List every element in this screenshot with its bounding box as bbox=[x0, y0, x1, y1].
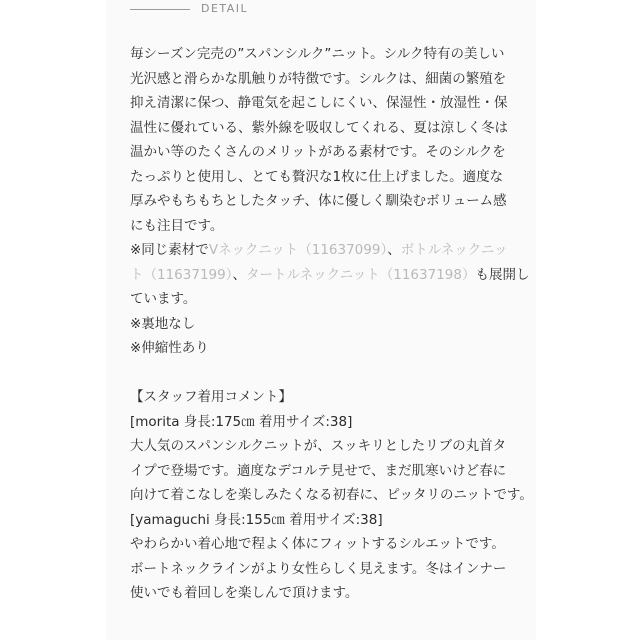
header-divider bbox=[130, 9, 190, 10]
description-line: 毎シーズン完売の”スパンシルク”ニット。シルク特有の美しい bbox=[130, 46, 505, 62]
link-v-neck-knit[interactable]: Vネックニット（11637099） bbox=[208, 242, 388, 258]
description-line: 光沢感と滑らかな肌触りが特徴です。シルクは、細菌の繁殖を bbox=[130, 70, 507, 87]
staff-comment-line: 向けて着こなしを楽しみたくなる初春に、ピッタリのニットです。 bbox=[130, 487, 533, 503]
staff-meta: [morita 身長:175㎝ 着用サイズ:38] bbox=[130, 413, 353, 430]
related-suffix: も展開し bbox=[475, 266, 530, 283]
link-turtle-neck-knit[interactable]: タートルネックニット（11637198） bbox=[245, 266, 476, 283]
description-line: 温性に優れている、紫外線を吸収してくれる、夏は涼しく冬は bbox=[130, 119, 508, 136]
spacer bbox=[130, 361, 514, 386]
description-line: 温かい等のたくさんのメリットがある素材です。そのシルクを bbox=[130, 144, 506, 160]
staff-comment-heading: 【スタッフ着用コメント】 bbox=[130, 389, 292, 405]
related-prefix: ※同じ素材で bbox=[130, 242, 209, 258]
note-line: ※伸縮性あり bbox=[130, 340, 209, 356]
staff-meta: [yamaguchi 身長:155㎝ 着用サイズ:38] bbox=[130, 511, 383, 528]
staff-comment-line: ボートネックラインがより女性らしく見えます。冬はインナー bbox=[130, 560, 507, 577]
link-bottle-neck-knit[interactable]: ボトルネックニッ bbox=[400, 242, 508, 258]
section-title: DETAIL bbox=[201, 2, 249, 15]
related-items-line: ています。 bbox=[130, 291, 197, 307]
separator: 、 bbox=[232, 266, 246, 283]
note-line: ※裏地なし bbox=[130, 315, 196, 332]
staff-comment-line: イプで登場です。適度なデコルテ見せで、まだ肌寒いけど春に bbox=[130, 462, 507, 479]
staff-comment-line: 大人気のスパンシルクニットが、スッキリとしたリブの丸首タ bbox=[130, 438, 507, 454]
link-bottle-neck-knit-cont[interactable]: ト（11637199） bbox=[130, 266, 233, 283]
separator: 、 bbox=[387, 242, 401, 258]
description-line: たっぷりと使用し、とても贅沢な1枚に仕上げました。適度な bbox=[130, 168, 504, 185]
related-items-line bbox=[130, 238, 514, 263]
detail-content bbox=[130, 42, 533, 606]
description-line: 厚みやもちもちとしたタッチ、体に優しく馴染むボリューム感 bbox=[130, 193, 507, 209]
staff-comment-line: 使いでも着回しを楽しんで頂けます。 bbox=[130, 585, 359, 601]
description-line: 抑え清潔に保つ、静電気を起こしにくい、保湿性・放湿性・保 bbox=[130, 95, 508, 111]
related-items-line bbox=[130, 263, 530, 288]
staff-comment-line: やわらかい着心地で程よく体にフィットするシルエットです。 bbox=[130, 536, 505, 552]
description-line: にも注目です。 bbox=[130, 217, 224, 234]
